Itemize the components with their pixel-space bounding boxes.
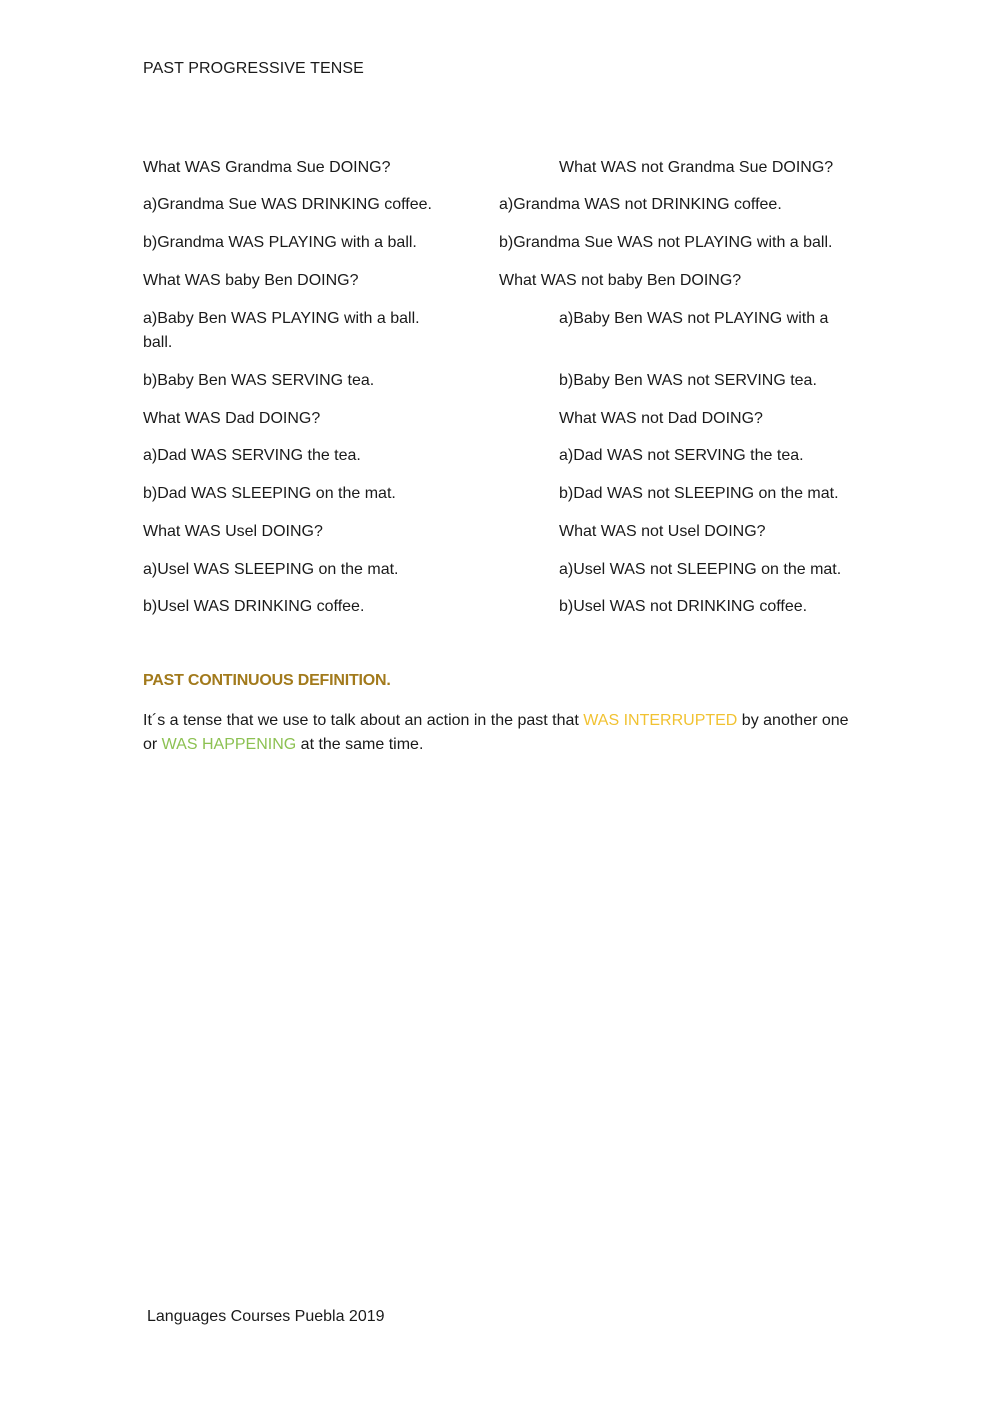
answer-line: a)Grandma Sue WAS DRINKING coffee. [143, 196, 432, 213]
answer-line: b)Usel WAS DRINKING coffee. [143, 598, 365, 615]
highlight-happening: WAS HAPPENING [161, 736, 297, 753]
answer-line: b)Dad WAS not SLEEPING on the mat. [559, 485, 839, 502]
question-negative-dad: What WAS not Dad DOING? [559, 410, 763, 427]
question-usel: What WAS Usel DOING? [143, 523, 323, 540]
answer-line: b)Grandma Sue WAS not PLAYING with a ball. [499, 234, 833, 251]
question-baby-ben: What WAS baby Ben DOING? [143, 272, 359, 289]
answer-line: a)Usel WAS not SLEEPING on the mat. [559, 561, 842, 578]
answer-line: a)Dad WAS SERVING the tea. [143, 447, 361, 464]
definition-text-part: at the same time. [296, 736, 424, 753]
answer-line: b)Grandma WAS PLAYING with a ball. [143, 234, 417, 251]
question-grandma: What WAS Grandma Sue DOING? [143, 159, 391, 176]
definition-heading: PAST CONTINUOUS DEFINITION. [143, 672, 391, 689]
answer-line: b)Usel WAS not DRINKING coffee. [559, 598, 808, 615]
answer-line: b)Dad WAS SLEEPING on the mat. [143, 485, 396, 502]
highlight-interrupted: WAS INTERRUPTED [583, 712, 738, 729]
answer-line: a)Baby Ben WAS not PLAYING with a [559, 310, 829, 327]
page-title: PAST PROGRESSIVE TENSE [143, 60, 364, 77]
answer-line: b)Baby Ben WAS not SERVING tea. [559, 372, 817, 389]
footer-text: Languages Courses Puebla 2019 [147, 1308, 385, 1325]
answer-line: b)Baby Ben WAS SERVING tea. [143, 372, 375, 389]
answer-line: a)Dad WAS not SERVING the tea. [559, 447, 804, 464]
definition-text-part: It´s a tense that we use to talk about an action in the past that [143, 712, 584, 729]
question-negative-baby-ben: What WAS not baby Ben DOING? [499, 272, 742, 289]
answer-line: a)Grandma WAS not DRINKING coffee. [499, 196, 782, 213]
question-dad: What WAS Dad DOING? [143, 410, 321, 427]
answer-line: a)Baby Ben WAS PLAYING with a ball. ball. [143, 310, 420, 351]
question-negative-grandma: What WAS not Grandma Sue DOING? [559, 159, 834, 176]
answer-line: a)Usel WAS SLEEPING on the mat. [143, 561, 399, 578]
definition-text-part: by another one or [143, 712, 849, 753]
question-negative-usel: What WAS not Usel DOING? [559, 523, 766, 540]
definition-text [143, 709, 863, 757]
